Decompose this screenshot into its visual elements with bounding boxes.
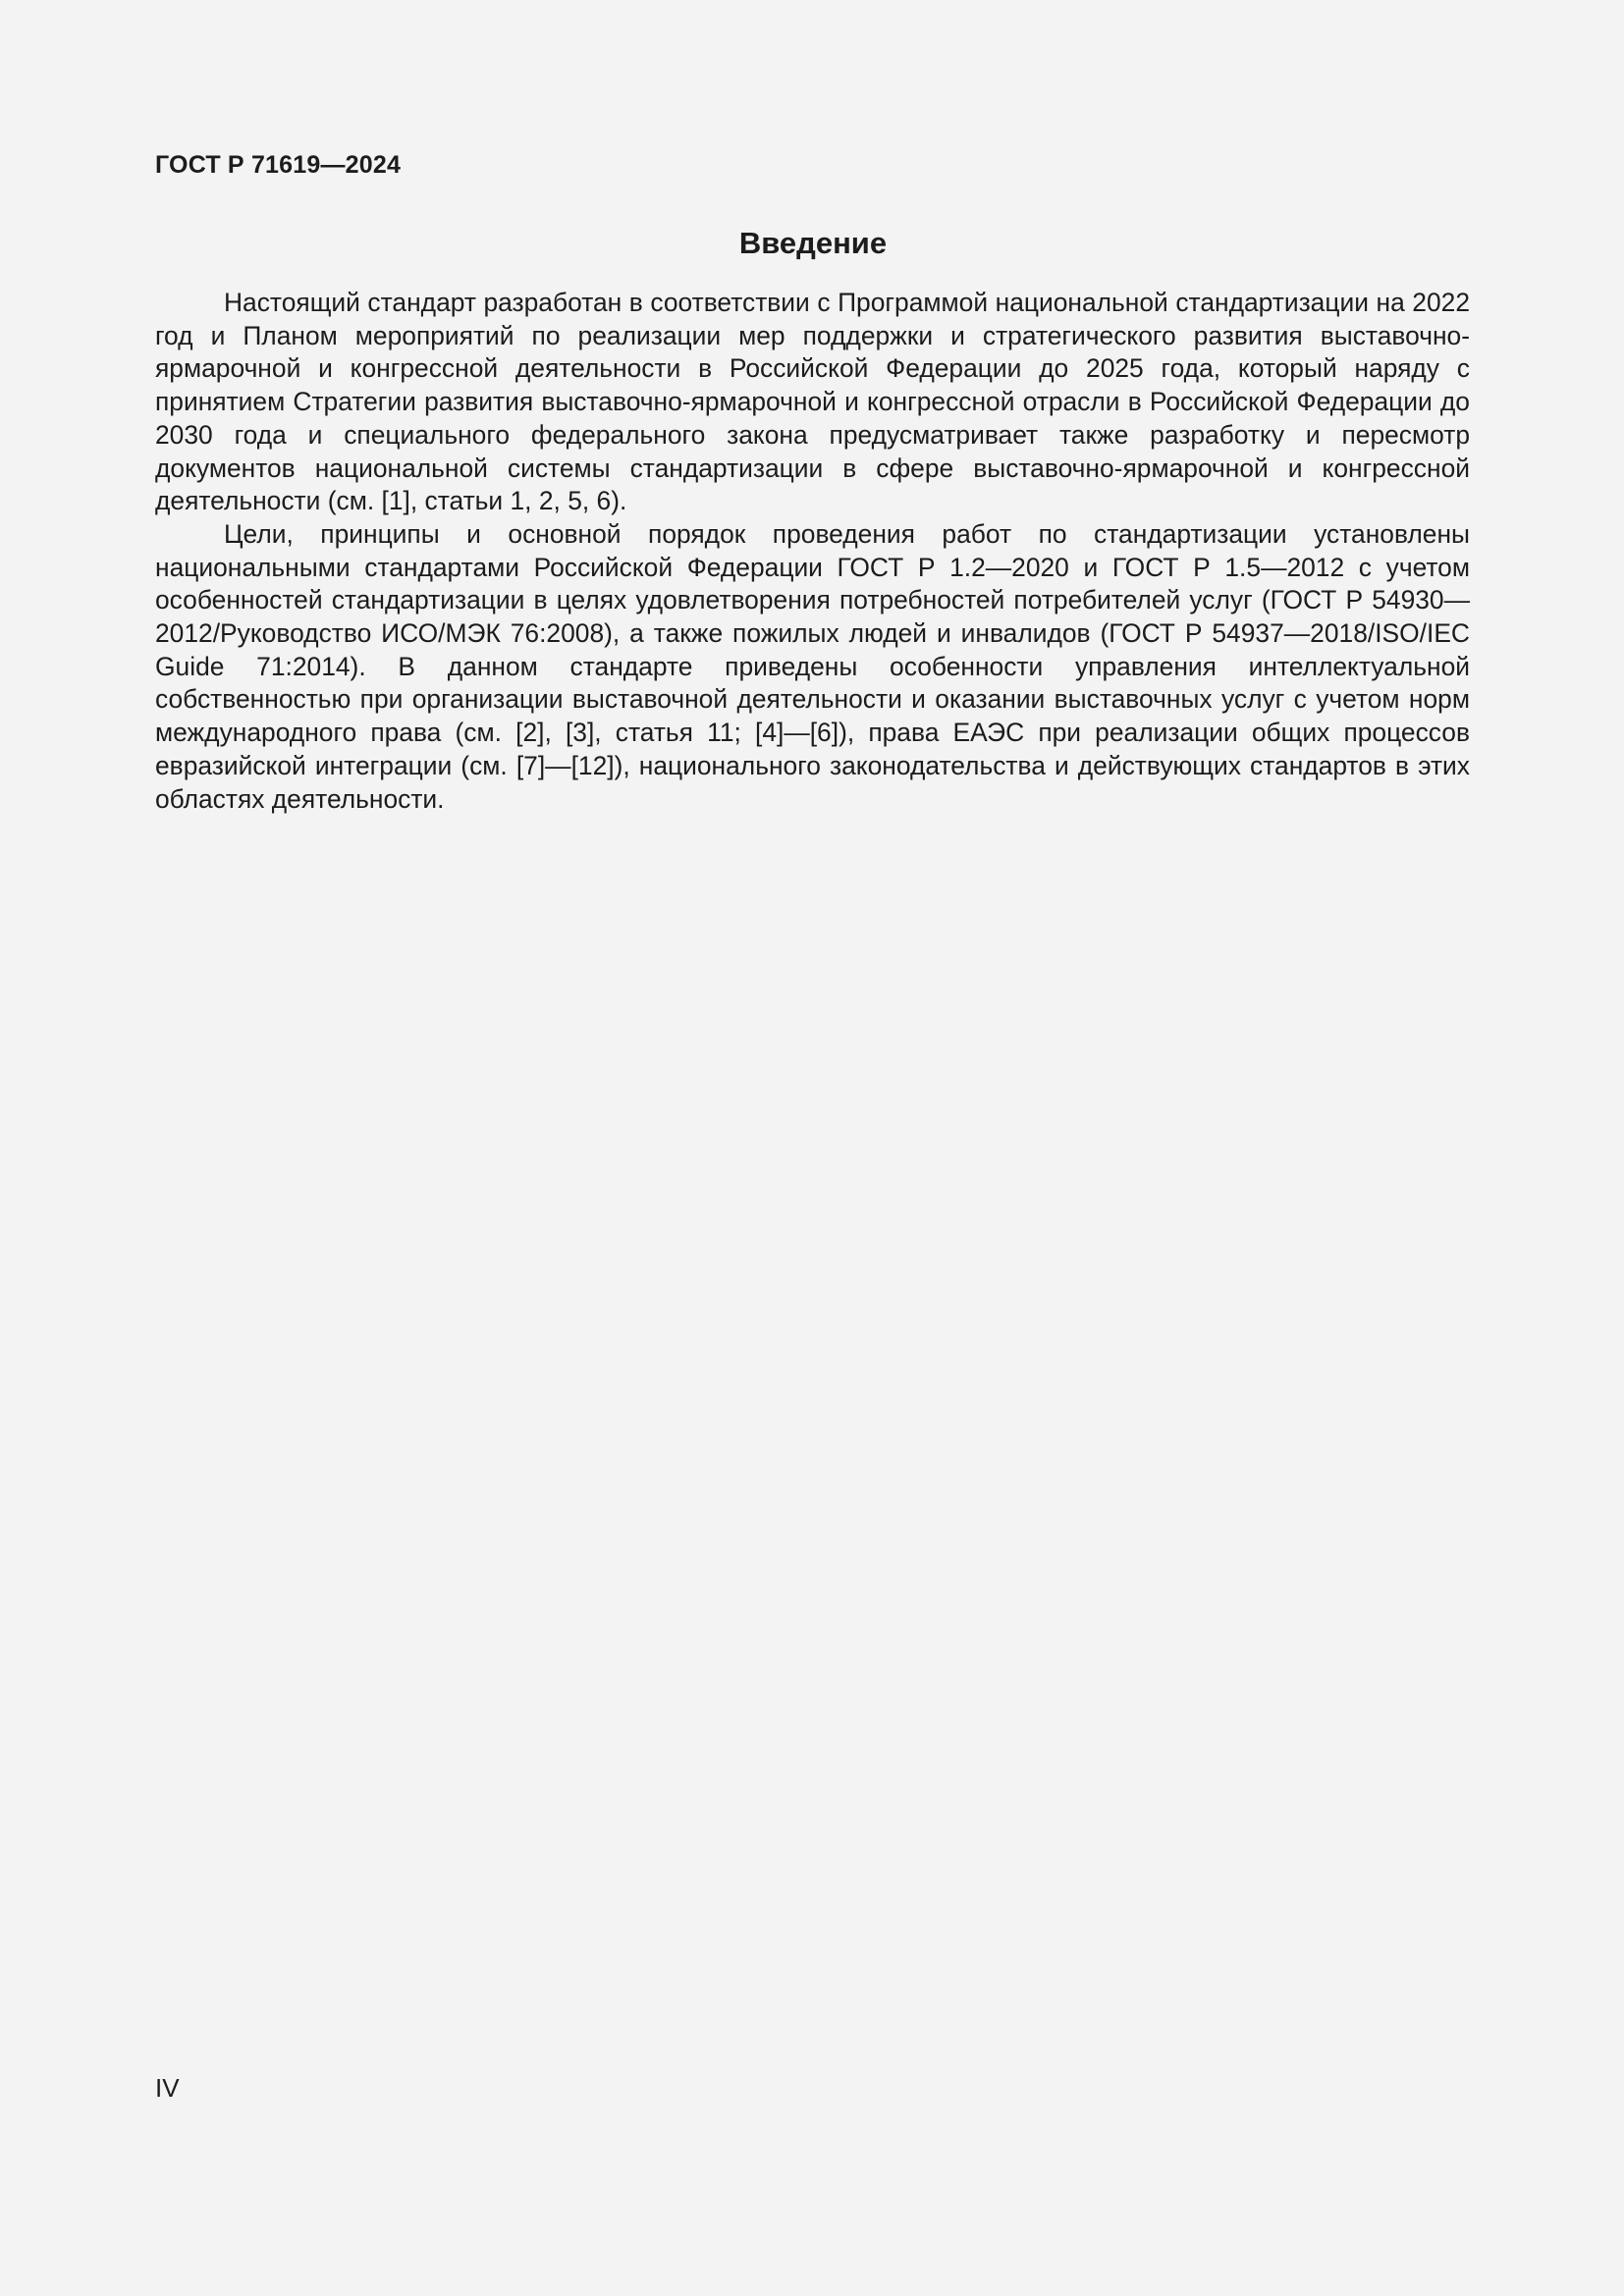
- paragraph: Цели, принципы и основной порядок проведения работ по стандартизации установлены национальными стандартами Российской Федерации ГОСТ Р 1.2—2020 и ГОСТ Р 1.5—2012 с учетом особенностей стандартизации в целях удовлетворения потребностей потребителей услуг (ГОСТ Р 54930—2012/Руководство ИСО/МЭК 76:2008), а также пожилых людей и инвалидов (ГОСТ Р 54937—2018/ISO/IEC Guide 71:2014). В данном стандарте приведены особенности управления интеллектуальной собственностью при организации выставочной деятельности и оказании выставочных услуг с учетом норм международного права (см. [2], [3], статья 11; [4]—[6]), права ЕАЭС при реализации общих процессов евразийской интеграции (см. [7]—[12]), национального законодательства и действующих стандартов в этих областях деятельности.: [155, 518, 1470, 814]
- section-body: [155, 287, 1470, 816]
- page-number: IV: [155, 2073, 180, 2103]
- section-title: Введение: [738, 226, 888, 260]
- paragraph: Настоящий стандарт разработан в соответствии с Программой национальной стандартизации на 2022 год и Планом мероприятий по реализации мер поддержки и стратегического развития выставочно-ярмарочной и конгрессной деятельности в Российской Федерации до 2025 года, который наряду с принятием Стратегии развития выставочно-ярмарочной и конгрессной отрасли в Российской Федерации до 2030 года и специального федерального закона предусматривает также разработку и пересмотр документов национальной системы стандартизации в сфере выставочно-ярмарочной и конгрессной деятельности (см. [1], статьи 1, 2, 5, 6).: [155, 288, 1470, 516]
- document-code: ГОСТ Р 71619—2024: [155, 151, 402, 179]
